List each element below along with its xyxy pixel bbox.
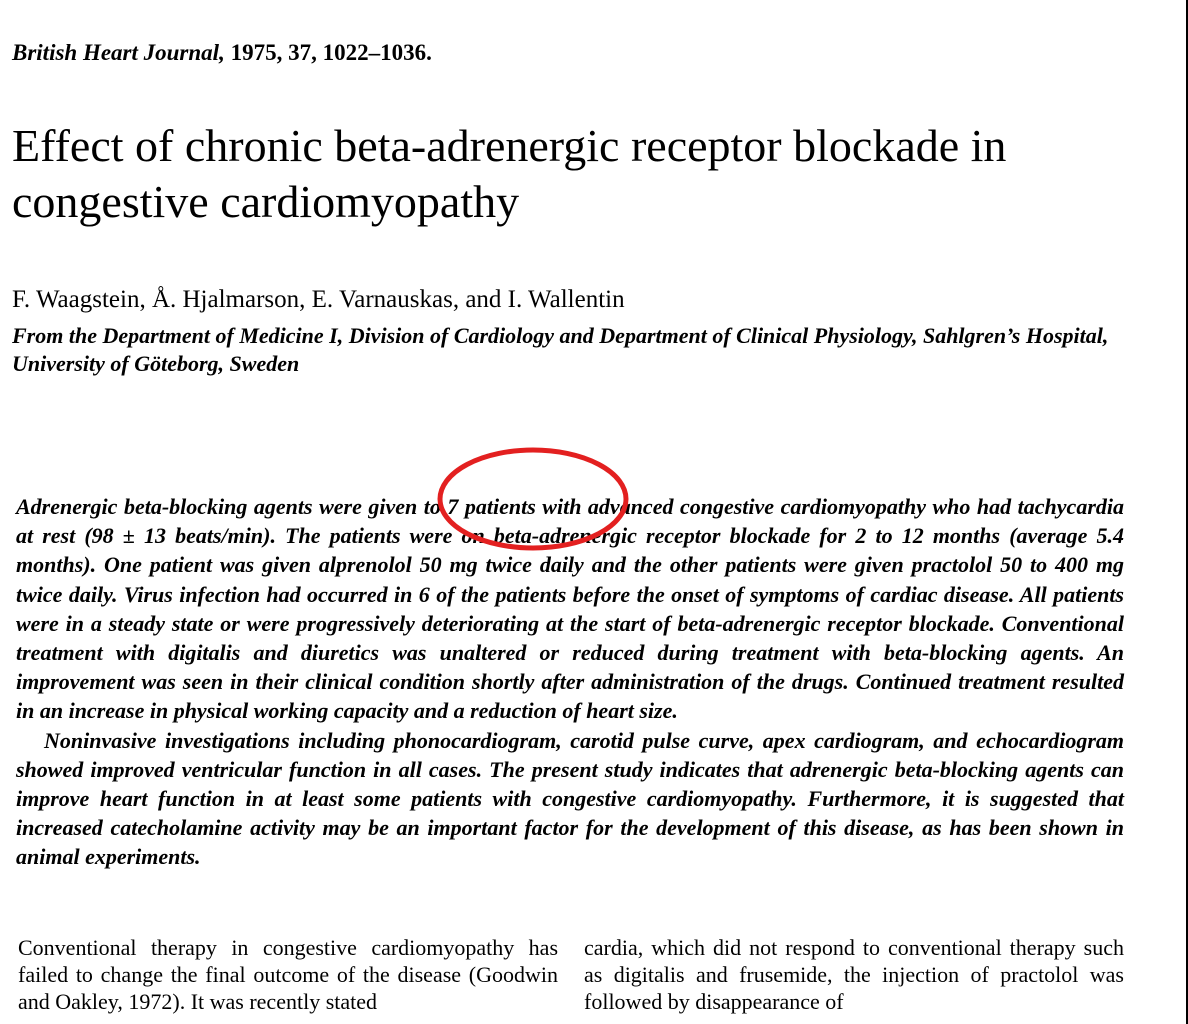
body-column-left: Conventional therapy in congestive cardiomyopathy has failed to change the final outcome of the disease (Goodwin and Oakley, 1972). It was recently stated	[18, 935, 558, 1014]
article-title: Effect of chronic beta-adrenergic receptor blockade in congestive cardiomyopathy	[12, 120, 1007, 227]
abstract-paragraph: Noninvasive investigations including phonocardiogram, carotid pulse curve, apex cardiogram, and echocardiogram showed improved ventricular function in all cases. The present study indicates that adrenergic beta-blocking agents can improve heart function in at least some patients with congestive cardiomyopathy. Furthermore, it is suggested that increased catecholamine activity may be an important factor for the development of this disease, as has been shown in animal experiments.	[16, 727, 1124, 870]
journal-citation	[12, 40, 432, 66]
author-affiliation: From the Department of Medicine I, Division of Cardiology and Department of Clinical Physiology, Sahlgren’s Hospital, University of Göteborg, Sweden	[12, 323, 1109, 376]
abstract-paragraph: Adrenergic beta-blocking agents were given to 7 patients with advanced congestive cardiomyopathy who had tachycardia at rest (98 ± 13 beats/min). The patients were on beta-adrenergic receptor blockade for 2 to 12 months (average 5.4 months). One patient was given alprenolol 50 mg twice daily and the other patients were given practolol 50 to 400 mg twice daily. Virus infection had occurred in 6 of the patients before the onset of symptoms of cardiac disease. All patients were in a steady state or were progressively deteriorating at the start of beta-adrenergic receptor blockade. Conventional treatment with digitalis and diuretics was unaltered or reduced during treatment with beta-blocking agents. An improvement was seen in their clinical condition shortly after administration of the drugs. Continued treatment resulted in an increase in physical working capacity and a reduction of heart size.	[16, 494, 1124, 724]
abstract	[16, 492, 1124, 872]
body-column-right: cardia, which did not respond to conventional therapy such as digitalis and frusemide, the injection of practolol was followed by disappearance of	[584, 935, 1124, 1014]
journal-volume-pages: 1975, 37, 1022–1036.	[230, 40, 432, 65]
body-text	[18, 934, 1124, 1015]
author-list: F. Waagstein, Å. Hjalmarson, E. Varnauskas, and I. Wallentin	[12, 286, 625, 313]
journal-name: British Heart Journal,	[12, 40, 225, 65]
